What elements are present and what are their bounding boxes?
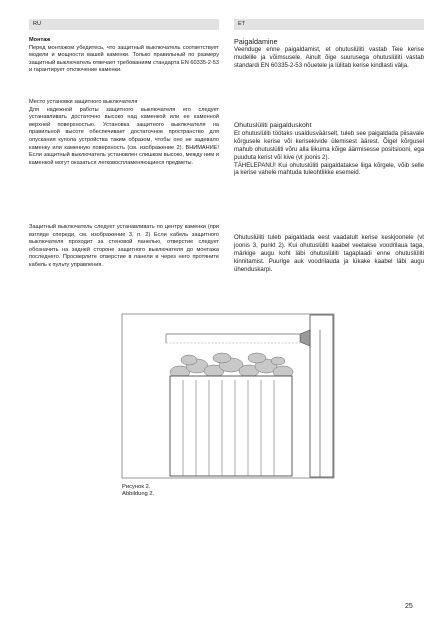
et-paragraph-2b: TÄHELEPANU! Kui ohutuslüliti paigaldatakse liiga kõrgele, võib selle ja kerise vahele mahtuda tuleohtlikke esemeid. — [234, 161, 424, 177]
sauna-stones — [170, 353, 293, 378]
language-tag-et: ET — [234, 19, 424, 30]
figure-caption-et: Abbildung 2. — [122, 491, 155, 498]
et-paragraph-2: Et ohutuslüliti töötaks usaldusväärselt, tuleb see paigaldada piisavale kõrgusele kerise või kerisekivide ülemisest äärest. Õigel kõrgusel mahub ohutuslüliti võru alla liikuma kõige äärmisesse positsiooni, ega puuduta kerist või kive (vt joonis 2). — [234, 129, 424, 161]
et-heading: Paigaldamine — [234, 37, 278, 46]
et-paragraph-3: Ohutuslüliti tuleb paigaldada eest vaadatult kerise keskjoonele (vt joonis 3, punkt 2). Kui ohutuslüliti kaabel veetakse voodrilaua taga, märkige augu koht läbi ohutuslüliti tagaplaadi enne ohutuslüliti kinnitamist. Puurige auk voodrilauda ja lükake kaabel läbi augu ühenduskarpi. — [234, 234, 424, 273]
safety-switch — [300, 330, 310, 346]
wall-panel — [310, 315, 333, 477]
heater-body — [170, 376, 292, 476]
ru-heading: Монтаж — [29, 37, 51, 43]
ru-paragraph-2: Для надежной работы защитного выключателя его следует устанавливать достаточно высоко над каменкой или ее каменной верхней поверхностью. Установка защитного выключателя на правильной высоте обеспечивает достаточное пространство для опускания купола устройства таким образом, чтобы оно не задевало каменку или каменную поверхность (см. изображение 2). ВНИМАНИЕ! Если защитный выключатель установлен слишком высоко, между ним и каменкой могут оказаться легковоспламеняющиеся предметы. — [29, 106, 219, 166]
figure-caption-ru: Рисунок 2. — [122, 484, 151, 490]
ru-subheading: Место установки защитного выключателя — [29, 99, 138, 105]
language-tag-ru: RU — [29, 19, 219, 30]
figure-caption — [122, 484, 154, 499]
ru-paragraph-1: Перед монтажом убедитесь, что защитный выключатель соответствует модели и мощности вашей каменки. Только правильный по размеру защитный выключатель отвечает требованиям стандарта EN 60335-2-53 и гарантирует отключение каменки. — [29, 44, 219, 74]
et-paragraph-1: Veenduge enne paigaldamist, et ohutuslüliti vastab Teie kerise mudelile ja võimsusele. Ainult õige suurusega ohutuslüliti vastab standardi EN 60335-2-53 nõuetele ja lülitab kerise kindlasti välja. — [234, 46, 424, 69]
et-subheading: Ohutuslüliti paigalduskoht — [234, 122, 312, 129]
page-number: 25 — [405, 603, 413, 610]
ru-paragraph-3: Защитный выключатель следует устанавливать по центру каменки (при взгляде спереди, см. изображение 3, п. 2) Если кабель защитного выключателя проходит за стеновой панелью, отверстие следует обозначить на задней стороне защитного выключателя до монтажа последнего. Просверлите отверстие в панели и через него протяните кабель к пульту управления. — [29, 224, 219, 268]
